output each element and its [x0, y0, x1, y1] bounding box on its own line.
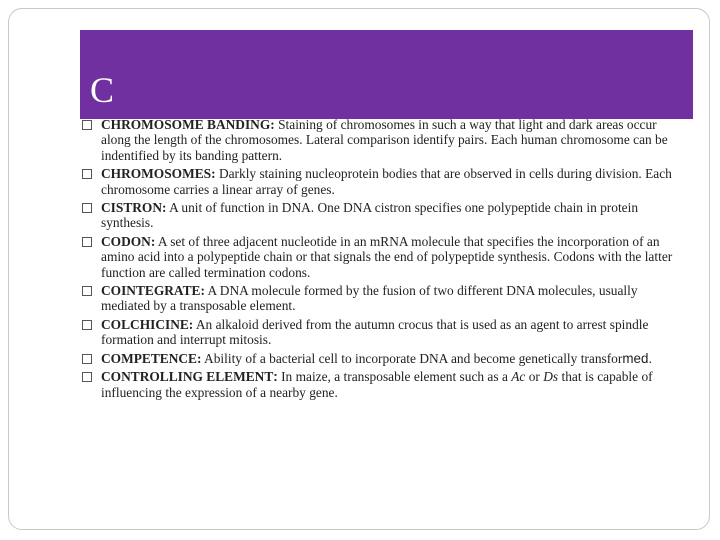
definition: A unit of function in DNA. One DNA cistron specifies one polypeptide chain in protein synthesis.: [101, 200, 639, 231]
definition: A set of three adjacent nucleotide in an mRNA molecule that specifies the incorporation of an amino acid into a polypeptide chain or that signals the end of polypeptide synthesis. Codons with the latter function are called termination codons.: [101, 233, 673, 280]
hollow-square-bullet-icon: [82, 120, 92, 130]
definition-end: that is capable of influencing the expression of a nearby gene.: [101, 369, 653, 400]
definition: A DNA molecule formed by the fusion of two different DNA molecules, usually mediated by a transposable element.: [101, 283, 638, 314]
term: COLCHICINE:: [101, 316, 194, 332]
slide-title: C: [90, 70, 115, 110]
term: CONTROLLING ELEMENT: [101, 369, 274, 385]
list-item: [80, 200, 680, 231]
term: CHROMOSOME BANDING:: [101, 117, 275, 132]
list-item: [80, 351, 680, 366]
list-item: [80, 369, 680, 400]
term: COINTEGRATE:: [101, 283, 205, 299]
glossary-list: [80, 117, 680, 403]
list-item: [80, 166, 680, 197]
hollow-square-bullet-icon: [82, 320, 92, 330]
term: CISTRON:: [101, 200, 167, 216]
hollow-square-bullet-icon: [82, 286, 92, 296]
term: COMPETENCE:: [101, 350, 202, 366]
definition-or: or: [528, 369, 540, 385]
definition: Staining of chromosomes in such a way that light and dark areas occur along the length of the chromosomes. Lateral comparison identify pairs. Each human chromosome can be indentified by its banding pattern.: [101, 117, 668, 163]
list-item: [80, 234, 680, 280]
title-bar: [80, 30, 693, 119]
definition: In maize, a transposable element such as a: [281, 369, 508, 385]
hollow-square-bullet-icon: [82, 237, 92, 247]
hollow-square-bullet-icon: [82, 354, 92, 364]
term: CHROMOSOMES:: [101, 166, 216, 182]
term-colon: :: [273, 369, 278, 385]
definition: Ability of a bacterial cell to incorporate DNA and become genetically transfor: [204, 350, 623, 366]
hollow-square-bullet-icon: [82, 169, 92, 179]
definition: Darkly staining nucleoprotein bodies that are observed in cells during division. Each chromosome carries a linear array of genes.: [101, 166, 672, 197]
element-ds: Ds: [543, 369, 559, 385]
list-item: [80, 117, 680, 163]
term: CODON:: [101, 233, 156, 249]
definition-tail: med.: [622, 350, 653, 366]
list-item: [80, 283, 680, 314]
list-item: [80, 317, 680, 348]
hollow-square-bullet-icon: [82, 203, 92, 213]
element-ac: Ac: [511, 369, 526, 385]
hollow-square-bullet-icon: [82, 372, 92, 382]
definition: An alkaloid derived from the autumn crocus that is used as an agent to arrest spindle formation and interrupt mitosis.: [101, 316, 649, 348]
